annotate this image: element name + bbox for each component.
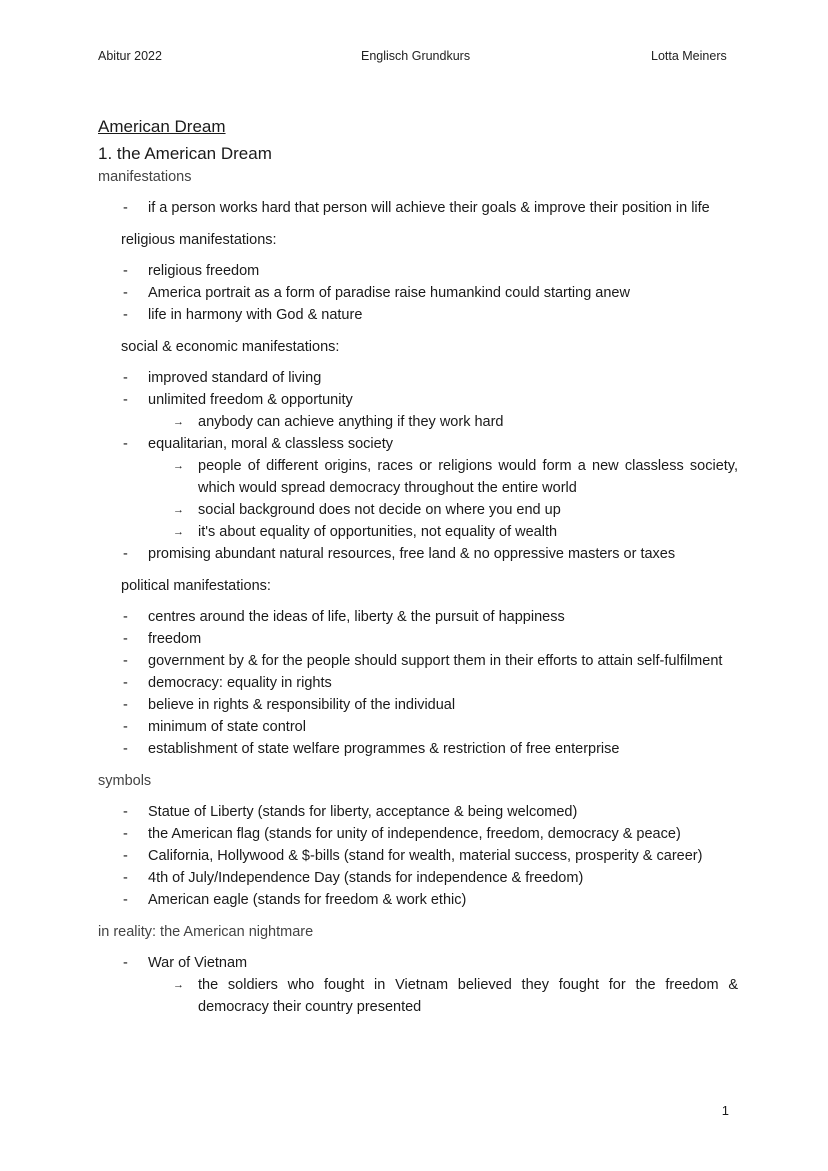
document-title: American Dream — [98, 117, 226, 136]
sub-list-item-text: people of different origins, races or religions would form a new classless society, which would spread democracy throughout the entire world — [198, 458, 738, 496]
header-center: Englisch Grundkurs — [361, 49, 471, 63]
header-left: Abitur 2022 — [98, 49, 162, 63]
manifestations-label: manifestations — [98, 169, 192, 185]
sub-list-item — [148, 499, 738, 521]
arrow-icon: → — [173, 460, 184, 472]
list-item — [98, 433, 738, 543]
sub-list-item-text: social background does not decide on where you end up — [198, 502, 561, 518]
section-heading: 1. the American Dream — [98, 144, 272, 163]
sub-list-item — [148, 455, 738, 499]
list-item-text: unlimited freedom & opportunity — [148, 392, 353, 408]
sub-list-item — [148, 411, 738, 433]
list-item: - minimum of state control — [98, 716, 738, 738]
list-item: - California, Hollywood & $-bills (stand for wealth, material success, prosperity & career) — [98, 845, 738, 867]
page-number: 1 — [721, 1103, 729, 1118]
sub-list-item-text: it's about equality of opportunities, not equality of wealth — [198, 524, 558, 540]
list-item: - improved standard of living — [98, 367, 738, 389]
list-item: - if a person works hard that person will achieve their goals & improve their position in life — [98, 197, 738, 219]
list-item: - Statue of Liberty (stands for liberty, acceptance & being welcomed) — [98, 801, 738, 823]
list-item: - democracy: equality in rights — [98, 672, 738, 694]
sub-list-item — [148, 521, 738, 543]
list-item: - promising abundant natural resources, free land & no oppressive masters or taxes — [98, 543, 738, 565]
list-item: - life in harmony with God & nature — [98, 304, 738, 326]
sub-list — [148, 455, 738, 543]
religious-label: religious manifestations: — [121, 232, 277, 248]
symbols-list — [98, 801, 738, 911]
list-item-text: equalitarian, moral & classless society — [148, 436, 393, 452]
document-body — [98, 116, 738, 1028]
sub-list-item — [148, 974, 738, 1018]
list-item: - American eagle (stands for freedom & work ethic) — [98, 889, 738, 911]
list-item: - freedom — [98, 628, 738, 650]
list-item: - believe in rights & responsibility of the individual — [98, 694, 738, 716]
reality-label: in reality: the American nightmare — [98, 924, 314, 940]
political-label: political manifestations: — [121, 578, 271, 594]
header-right: Lotta Meiners — [651, 49, 727, 63]
political-list — [98, 606, 738, 760]
sub-list — [148, 411, 738, 433]
list-item-text: War of Vietnam — [148, 955, 248, 971]
arrow-icon: → — [173, 526, 184, 538]
list-item: - establishment of state welfare programmes & restriction of free enterprise — [98, 738, 738, 760]
reality-list — [98, 952, 738, 1018]
list-item: - government by & for the people should support them in their efforts to attain self-fulfilment — [98, 650, 738, 672]
religious-list — [98, 260, 738, 326]
sub-list — [148, 974, 738, 1018]
list-item: - America portrait as a form of paradise raise humankind could starting anew — [98, 282, 738, 304]
list-item: - 4th of July/Independence Day (stands for independence & freedom) — [98, 867, 738, 889]
arrow-icon: → — [173, 504, 184, 516]
general-list — [98, 197, 738, 219]
social-label: social & economic manifestations: — [121, 339, 340, 355]
arrow-icon: → — [173, 416, 184, 428]
list-item: - religious freedom — [98, 260, 738, 282]
symbols-label: symbols — [98, 773, 152, 789]
sub-list-item-text: anybody can achieve anything if they work hard — [198, 414, 504, 430]
sub-list-item-text: the soldiers who fought in Vietnam believed they fought for the freedom & democracy their country presented — [198, 977, 738, 1015]
list-item — [98, 952, 738, 1018]
list-item: - the American flag (stands for unity of independence, freedom, democracy & peace) — [98, 823, 738, 845]
social-list — [98, 367, 738, 565]
list-item — [98, 389, 738, 433]
list-item: - centres around the ideas of life, liberty & the pursuit of happiness — [98, 606, 738, 628]
arrow-icon: → — [173, 979, 184, 991]
